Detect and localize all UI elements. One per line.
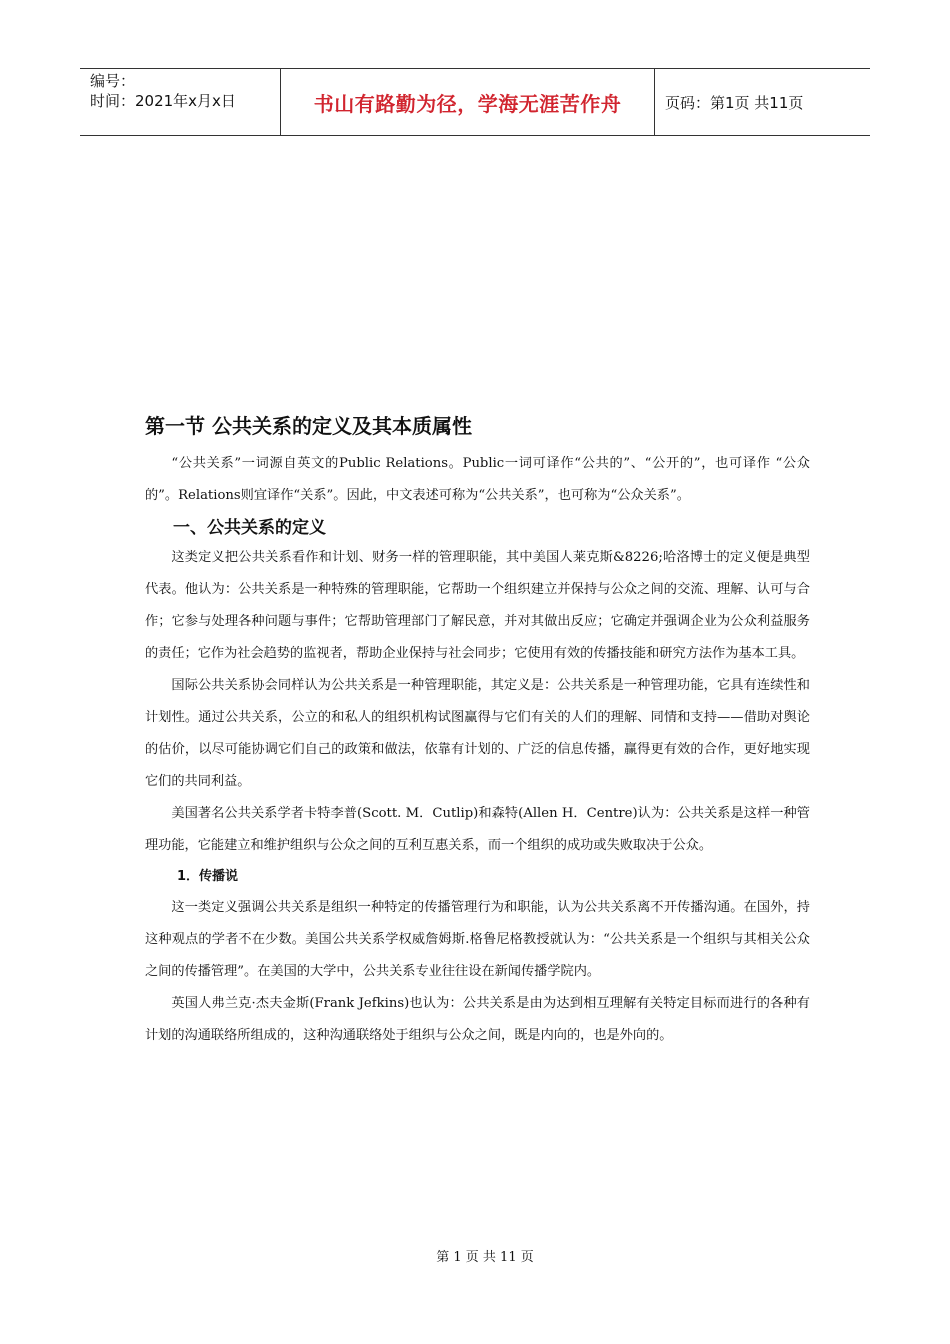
header-page-info: 页码：第1页 共11页 <box>665 93 804 112</box>
intro-paragraph: “公共关系”一词源自英文的Public Relations。Public一词可译作“公共的”、“公开的”，也可译作 “公众的”。Relations则宜译作“关系”。因此，中文表述可称为“公共关系”，也可称为“公众关系”。 <box>145 456 810 503</box>
page-footer: 第 1 页 共 11 页 <box>436 1250 534 1265</box>
document-body <box>145 408 810 1052</box>
section-title: 第一节 公共关系的定义及其本质属性 <box>145 414 472 438</box>
paragraph-ipra-definition: 国际公共关系协会同样认为公共关系是一种管理职能，其定义是：公共关系是一种管理功能，它具有连续性和计划性。通过公共关系，公立的和私人的组织机构试图赢得与它们有关的人们的理解、同情和支持——借助对舆论的估价，以尽可能协调它们自己的政策和做法，依靠有计划的、广泛的信息传播，赢得更有效的合作，更好地实现它们的共同利益。 <box>145 678 810 789</box>
communication-theory-heading: 1．传播说 <box>177 869 239 884</box>
document-header <box>80 68 870 136</box>
header-meta <box>80 69 281 135</box>
paragraph-cutlip-centre: 美国著名公共关系学者卡特李普(Scott. M．Cutlip)和森特(Allen H．Centre)认为：公共关系是这样一种管理功能，它能建立和维护组织与公众之间的互利互惠关系，而一个组织的成功或失败取决于公众。 <box>145 806 810 853</box>
header-motto: 书山有路勤为径，学海无涯苦作舟 <box>281 69 655 135</box>
paragraph-communication-theory: 这一类定义强调公共关系是组织一种特定的传播管理行为和职能，认为公共关系离不开传播沟通。在国外，持这种观点的学者不在少数。美国公共关系学权威詹姆斯.格鲁尼格教授就认为：“公共关系是一个组织与其相关公众之间的传播管理”。在美国的大学中，公共关系专业往往设在新闻传播学院内。 <box>145 900 810 979</box>
serial-label: 编号： <box>90 72 136 90</box>
paragraph-management-function: 这类定义把公共关系看作和计划、财务一样的管理职能，其中美国人莱克斯&8226;哈洛博士的定义便是典型代表。他认为：公共关系是一种特殊的管理职能，它帮助一个组织建立并保持与公众之间的交流、理解、认可与合作；它参与处理各种问题与事件；它帮助管理部门了解民意，并对其做出反应；它确定并强调企业为公众利益服务的责任；它作为社会趋势的监视者，帮助企业保持与社会同步；它使用有效的传播技能和研究方法作为基本工具。 <box>145 550 810 661</box>
paragraph-jefkins: 英国人弗兰克·杰夫金斯(Frank Jefkins)也认为：公共关系是由为达到相互理解有关特定目标而进行的各种有计划的沟通联络所组成的，这种沟通联络处于组织与公众之间，既是内向的，也是外向的。 <box>145 996 810 1043</box>
definition-subheading: 一、公共关系的定义 <box>173 518 326 538</box>
time-label: 时间：2021年x月x日 <box>90 92 236 110</box>
